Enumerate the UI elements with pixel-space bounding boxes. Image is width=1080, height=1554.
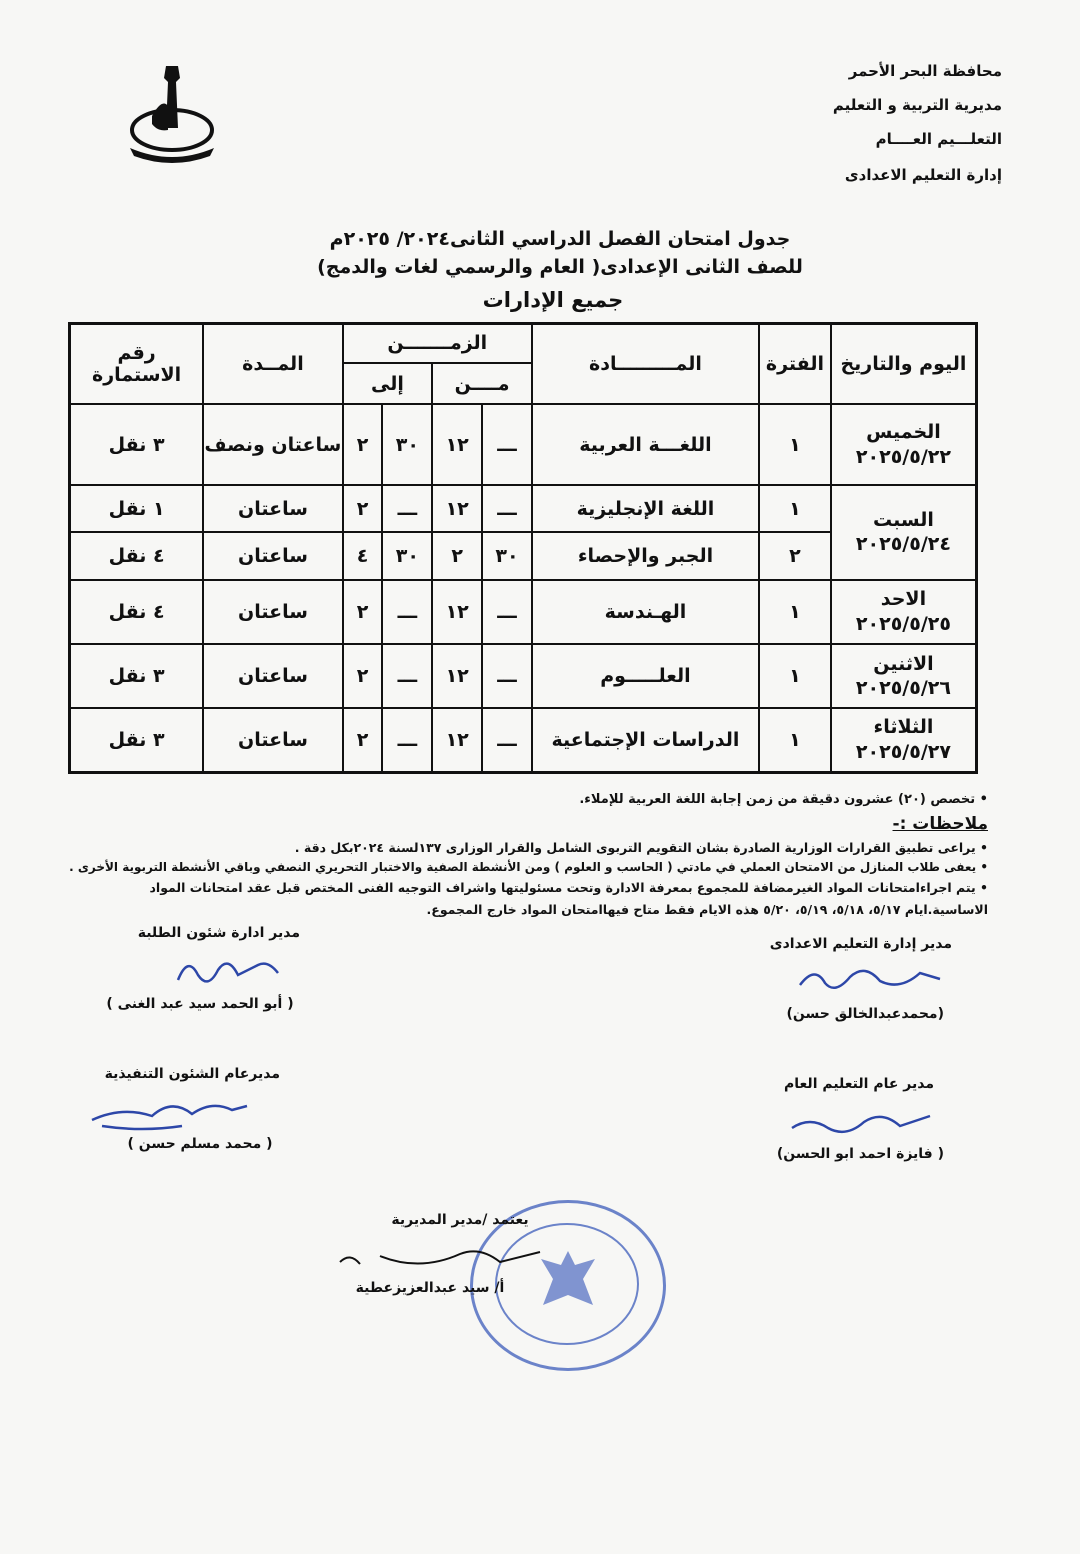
form-cell: ٣ نقل xyxy=(70,708,204,772)
period-cell: ١ xyxy=(759,404,831,485)
from-hour-cell: ١٢ xyxy=(432,580,482,644)
to-hour-cell: ٢ xyxy=(343,644,383,708)
header-to: إلى xyxy=(343,363,433,404)
header-day-date: اليوم والتاريخ xyxy=(831,324,977,405)
duration-cell: ساعتان xyxy=(203,644,342,708)
from-minute-cell: ـــ xyxy=(482,404,532,485)
to-hour-cell: ٢ xyxy=(343,404,383,485)
to-minute-cell: ـــ xyxy=(382,485,432,533)
header-prep-administration: إدارة التعليم الاعدادى xyxy=(844,166,1002,184)
form-cell: ٣ نقل xyxy=(70,404,204,485)
duration-cell: ساعتان ونصف xyxy=(203,404,342,485)
prep-director-title: مدير إدارة التعليم الاعدادى xyxy=(769,936,952,952)
from-hour-cell: ١٢ xyxy=(432,644,482,708)
signature-prep-director-icon xyxy=(790,955,950,1003)
signature-student-affairs-icon xyxy=(168,945,288,995)
period-cell: ١ xyxy=(759,644,831,708)
note-regulations: • يراعى تطبيق القرارات الوزارية الصادرة بشان التقويم التربوى الشامل والقرار الوزارى ١٣٧لسنة ٢٠٢٤بكل دقة . xyxy=(294,840,988,855)
header-directorate: مديرية التربية و التعليم xyxy=(832,96,1002,114)
day-date-cell: الاثنين ٢٠٢٥/٥/٢٦ xyxy=(831,644,977,708)
period-cell: ١ xyxy=(759,708,831,772)
duration-cell: ساعتان xyxy=(203,485,342,533)
subject-cell: الدراسات الإجتماعية xyxy=(532,708,759,772)
to-minute-cell: ـــ xyxy=(382,708,432,772)
from-minute-cell: ـــ xyxy=(482,485,532,533)
header-time: الزمـــــــن xyxy=(343,324,532,363)
duration-cell: ساعتان xyxy=(203,708,342,772)
note-extra-subjects-dates: الاساسية.ايام ٥/١٧، ٥/١٨، ٥/١٩، ٥/٢٠ هذه الايام فقط متاح فيهاامتحان المواد خارج المجموع. xyxy=(426,902,988,917)
from-minute-cell: ـــ xyxy=(482,580,532,644)
signature-exec-affairs-icon xyxy=(82,1086,252,1136)
prep-director-name: (محمدعبدالخالق حسن) xyxy=(786,1006,944,1022)
title-line-3: جميع الإدارات xyxy=(482,288,624,312)
from-minute-cell: ـــ xyxy=(482,644,532,708)
header-subject: المـــــــــادة xyxy=(532,324,759,405)
subject-cell: الهـندسة xyxy=(532,580,759,644)
header-general-education: التعلـــيم العــــام xyxy=(875,130,1002,148)
from-hour-cell: ١٢ xyxy=(432,485,482,533)
subject-cell: الجبر والإحصاء xyxy=(532,532,759,580)
day-date-cell: الاحد ٢٠٢٥/٥/٢٥ xyxy=(831,580,977,644)
subject-cell: اللغـــة العربية xyxy=(532,404,759,485)
exec-affairs-title: مديرعام الشئون التنفيذية xyxy=(104,1066,280,1082)
to-minute-cell: ـــ xyxy=(382,644,432,708)
general-education-name: ( فايزة احمد ابو الحسن) xyxy=(776,1146,944,1162)
notes-heading: ملاحظات :- xyxy=(892,814,988,834)
header-duration: المــدة xyxy=(203,324,342,405)
student-affairs-title: مدير ادارة شئون الطلبة xyxy=(137,925,300,941)
header-period: الفترة xyxy=(759,324,831,405)
to-hour-cell: ٢ xyxy=(343,580,383,644)
day-date-cell: السبت ٢٠٢٥/٥/٢٤ xyxy=(831,485,977,580)
subject-cell: اللغة الإنجليزية xyxy=(532,485,759,533)
day-date-cell: الخميس ٢٠٢٥/٥/٢٢ xyxy=(831,404,977,485)
note-dictation: • تخصص (٢٠) عشرون دقيقة من زمن إجابة اللغة العربية للإملاء. xyxy=(579,792,988,807)
from-hour-cell: ١٢ xyxy=(432,708,482,772)
period-cell: ١ xyxy=(759,580,831,644)
approval-title: يعتمد /مدير المديرية xyxy=(391,1212,529,1228)
form-cell: ٤ نقل xyxy=(70,532,204,580)
note-extra-subjects: • يتم اجراءامتحانات المواد الغيرمضافة للمجموع بمعرفة الادارة وتحت مسئوليتها واشراف التوجيه الفنى المختص قبل عقد امتحانات المواد xyxy=(149,880,988,895)
form-cell: ٤ نقل xyxy=(70,580,204,644)
approval-name: أ/ سيد عبدالعزيزعطية xyxy=(355,1280,505,1296)
title-line-1: جدول امتحان الفصل الدراسي الثانى٢٠٢٤/ ٢٠٢٥م xyxy=(329,228,791,250)
header-governorate: محافظة البحر الأحمر xyxy=(848,62,1002,80)
signature-general-education-icon xyxy=(780,1098,940,1146)
to-minute-cell: ٣٠ xyxy=(382,404,432,485)
table-row xyxy=(70,644,977,708)
signature-approval-icon xyxy=(330,1232,550,1282)
exam-schedule-table xyxy=(68,322,978,774)
table-row xyxy=(70,404,977,485)
to-hour-cell: ٤ xyxy=(343,532,383,580)
general-education-title: مدير عام التعليم العام xyxy=(784,1076,934,1092)
from-minute-cell: ـــ xyxy=(482,708,532,772)
note-home-students: • يعفى طلاب المنازل من الامتحان العملي في مادتي ( الحاسب و العلوم ) ومن الأنشطة الصفية والاختبار التحريري النصفي وباقي الأنشطة التربوية الأخرى . xyxy=(69,860,988,874)
day-date-cell: الثلاثاء ٢٠٢٥/٥/٢٧ xyxy=(831,708,977,772)
to-minute-cell: ٣٠ xyxy=(382,532,432,580)
exec-affairs-name: ( محمد مسلم حسن ) xyxy=(127,1136,273,1152)
title-line-2: للصف الثانى الإعدادى( العام والرسمي لغات والدمج) xyxy=(317,256,803,278)
student-affairs-name: ( أبو الحمد سيد عبد الغنى ) xyxy=(106,996,294,1012)
form-cell: ٣ نقل xyxy=(70,644,204,708)
duration-cell: ساعتان xyxy=(203,580,342,644)
to-minute-cell: ـــ xyxy=(382,580,432,644)
header-from: مــــن xyxy=(432,363,532,404)
header-form-number: رقم الاستمارة xyxy=(70,324,204,405)
table-row xyxy=(70,580,977,644)
subject-cell: العلـــــوم xyxy=(532,644,759,708)
table-row xyxy=(70,708,977,772)
to-hour-cell: ٢ xyxy=(343,708,383,772)
from-hour-cell: ٢ xyxy=(432,532,482,580)
from-minute-cell: ٣٠ xyxy=(482,532,532,580)
from-hour-cell: ١٢ xyxy=(432,404,482,485)
table-row xyxy=(70,485,977,533)
period-cell: ٢ xyxy=(759,532,831,580)
governorate-emblem-icon xyxy=(122,58,222,163)
period-cell: ١ xyxy=(759,485,831,533)
duration-cell: ساعتان xyxy=(203,532,342,580)
to-hour-cell: ٢ xyxy=(343,485,383,533)
form-cell: ١ نقل xyxy=(70,485,204,533)
